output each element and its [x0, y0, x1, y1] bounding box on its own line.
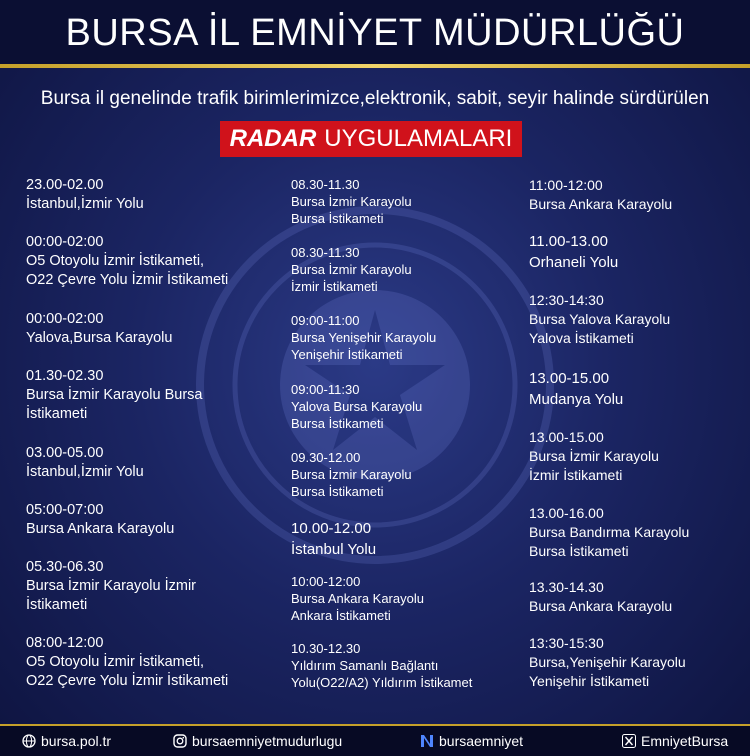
schedule-location: Bursa,Yenişehir Karayolu: [529, 654, 686, 670]
schedule-time: 03.00-05.00: [26, 445, 104, 461]
schedule-time: 08.30-11.30: [291, 245, 360, 260]
schedule-time: 11:00-12:00: [529, 177, 603, 193]
schedule-location: İstanbul Yolu: [291, 541, 377, 558]
schedule-time: 01.30-02.30: [26, 368, 104, 384]
schedule-location: Bursa İzmir Karayolu: [291, 262, 412, 277]
footer-bar: [0, 724, 750, 756]
schedule-time: 23.00-02.00: [26, 177, 104, 193]
footer-nsosyal-text: bursaemniyet: [439, 733, 524, 749]
schedule-entry: [291, 312, 436, 363]
schedule-location: Yalova,Bursa Karayolu: [26, 330, 173, 346]
schedule-entry: [291, 176, 412, 227]
schedule-time: 11.00-13.00: [529, 233, 608, 250]
schedule-time: 08.30-11.30: [291, 177, 360, 192]
schedule-entry: [26, 176, 144, 214]
footer-website-text: bursa.pol.tr: [41, 733, 112, 749]
radar-banner: [220, 121, 522, 157]
schedule-time: 12:30-14:30: [529, 292, 604, 308]
schedule-location: Yenişehir İstikameti: [529, 673, 650, 689]
schedule-entry: [291, 449, 412, 500]
schedule-location: Yolu(O22/A2) Yıldırım İstikamet: [291, 675, 473, 690]
schedule-time: 13.00-16.00: [529, 505, 604, 521]
schedule-time: 13.30-14.30: [529, 579, 604, 595]
footer-website[interactable]: [22, 733, 111, 749]
schedule-location: O22 Çevre Yolu İzmir İstikameti: [26, 673, 229, 689]
schedule-time: 13:30-15:30: [529, 635, 604, 651]
radar-rest-label: UYGULAMALARI: [324, 125, 513, 152]
schedule-location: İstikameti: [26, 597, 88, 613]
footer-instagram[interactable]: [173, 733, 342, 749]
schedule-time: 10.30-12.30: [291, 641, 361, 656]
schedule-time: 13.00-15.00: [529, 429, 604, 445]
x-twitter-icon: [622, 734, 636, 748]
schedule-location: Mudanya Yolu: [529, 391, 624, 408]
schedule-entry: [26, 367, 202, 424]
schedule-entry: [291, 381, 422, 432]
schedule-location: Bursa İzmir Karayolu Bursa: [26, 387, 203, 403]
nsosyal-icon: [420, 734, 434, 748]
page-subtitle: Bursa il genelinde trafik birimlerimizce,elektronik, sabit, seyir halinde sürdürülen: [40, 88, 710, 109]
schedule-location: Bursa İzmir Karayolu: [529, 448, 659, 464]
schedule-time: 10.00-12.00: [291, 520, 372, 537]
schedule-entry: [529, 368, 623, 410]
footer-twitter-text: EmniyetBursa: [641, 733, 729, 749]
schedule-entry: [529, 578, 672, 616]
schedule-entry: [529, 428, 659, 485]
schedule-location: İstanbul,İzmir Yolu: [26, 464, 144, 480]
schedule-entry: [529, 291, 670, 348]
schedule-location: Bursa İstikameti: [291, 416, 384, 431]
schedule-time: 09:00-11:30: [291, 382, 360, 397]
schedule-entry: [26, 233, 228, 290]
schedule-location: Orhaneli Yolu: [529, 254, 619, 271]
globe-icon: [22, 734, 36, 748]
schedule-location: Bursa Yenişehir Karayolu: [291, 330, 437, 345]
schedule-location: Bursa İstikameti: [291, 484, 384, 499]
instagram-icon: [173, 734, 187, 748]
schedule-entry: [291, 640, 472, 691]
schedule-entry: [26, 310, 172, 348]
divider-line: [0, 64, 750, 68]
schedule-time: 00:00-02:00: [26, 311, 104, 327]
radar-bold-label: RADAR: [229, 125, 317, 152]
schedule-location: O5 Otoyolu İzmir İstikameti,: [26, 253, 205, 269]
schedule-location: Bursa İstikameti: [291, 211, 384, 226]
footer-instagram-text: bursaemniyetmudurlugu: [192, 733, 343, 749]
schedule-location: Yıldırım Samanlı Bağlantı: [291, 658, 439, 673]
schedule-entry: [291, 518, 376, 560]
schedule-location: O22 Çevre Yolu İzmir İstikameti: [26, 272, 229, 288]
schedule-time: 13.00-15.00: [529, 370, 610, 387]
schedule-location: Bursa Ankara Karayolu: [26, 521, 175, 537]
schedule-location: Bursa İstikameti: [529, 543, 629, 559]
schedule-time: 10:00-12:00: [291, 574, 361, 589]
schedule-time: 05:00-07:00: [26, 502, 104, 518]
schedule-location: İzmir İstikameti: [291, 279, 378, 294]
schedule-entry: [291, 573, 424, 624]
schedule-location: Bursa Ankara Karayolu: [529, 196, 673, 212]
schedule-location: Ankara İstikameti: [291, 608, 391, 623]
schedule-time: 08:00-12:00: [26, 635, 104, 651]
schedule-entry: [529, 504, 689, 561]
schedule-entry: [26, 634, 228, 691]
schedule-location: Yenişehir İstikameti: [291, 347, 403, 362]
page-title: BURSA İL EMNİYET MÜDÜRLÜĞÜ: [65, 12, 685, 54]
schedule-entry: [26, 558, 196, 615]
schedule-location: Bursa İzmir Karayolu İzmir: [26, 578, 197, 594]
schedule-time: 00:00-02:00: [26, 234, 104, 250]
schedule-entry: [291, 244, 412, 295]
schedule-location: O5 Otoyolu İzmir İstikameti,: [26, 654, 205, 670]
schedule-location: Bursa Yalova Karayolu: [529, 311, 671, 327]
schedule-location: İstanbul,İzmir Yolu: [26, 196, 144, 212]
schedule-time: 09.30-12.00: [291, 450, 361, 465]
schedule-location: İstikameti: [26, 406, 88, 422]
schedule-entry: [529, 634, 686, 691]
schedule-time: 09:00-11:00: [291, 313, 360, 328]
schedule-entry: [26, 444, 144, 482]
schedule-location: Bursa Ankara Karayolu: [291, 591, 424, 606]
schedule-location: Yalova Bursa Karayolu: [291, 399, 423, 414]
schedule-time: 05.30-06.30: [26, 559, 104, 575]
footer-twitter[interactable]: [622, 733, 728, 749]
schedule-location: Bursa Bandırma Karayolu: [529, 524, 690, 540]
footer-nsosyal[interactable]: [420, 733, 523, 749]
schedule-location: Yalova İstikameti: [529, 330, 634, 346]
schedule-location: İzmir İstikameti: [529, 467, 623, 483]
schedule-location: Bursa Ankara Karayolu: [529, 598, 673, 614]
schedule-entry: [26, 501, 174, 539]
schedule-location: Bursa İzmir Karayolu: [291, 467, 412, 482]
schedule-entry: [529, 176, 672, 214]
schedule-location: Bursa İzmir Karayolu: [291, 194, 412, 209]
schedule-entry: [529, 231, 618, 273]
